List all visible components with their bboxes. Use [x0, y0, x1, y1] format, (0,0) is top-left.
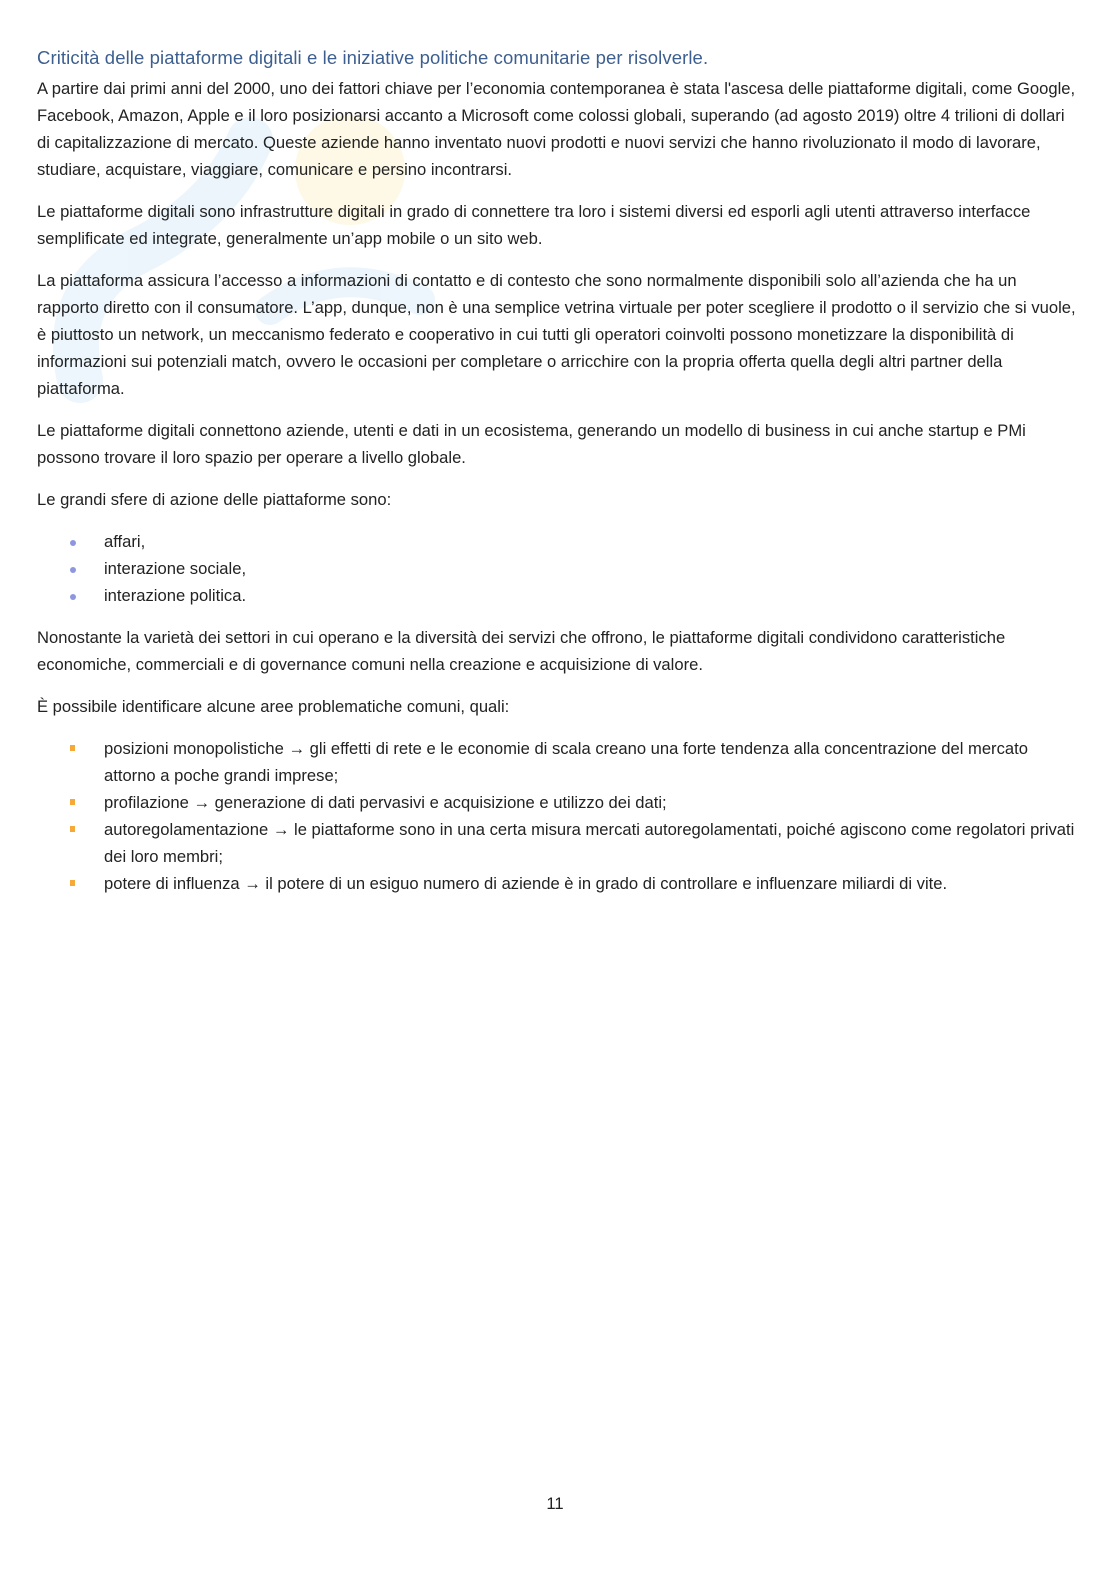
- list-item: [37, 816, 1077, 870]
- list-item: [37, 870, 1077, 897]
- list-item: [37, 555, 1077, 582]
- list-item-text: autoregolamentazione → le piattaforme sono in una certa misura mercati autoregolamentati, poiché agiscono come regolatori privati dei loro membri;: [104, 820, 1075, 866]
- spheres-list: [37, 528, 1077, 609]
- list-item-text: interazione politica.: [104, 586, 247, 605]
- bullet-square-icon: [70, 745, 75, 751]
- list-item-text: affari,: [104, 532, 146, 551]
- paragraph-ecosystem: Le piattaforme digitali connettono aziende, utenti e dati in un ecosistema, generando un modello di business in cui anche startup e PMi possono trovare il loro spazio per operare a livello globale.: [37, 421, 1026, 467]
- list-item: [37, 789, 1077, 816]
- paragraph-issues-intro: È possibile identificare alcune aree problematiche comuni, quali:: [37, 697, 510, 716]
- paragraph-common-features: Nonostante la varietà dei settori in cui operano e la diversità dei servizi che offrono, le piattaforme digitali condividono caratteristiche economiche, commerciali e di governance comuni nella creazione e acquisizione di valore.: [37, 628, 1006, 674]
- list-item: [37, 582, 1077, 609]
- bullet-circle-icon: [70, 540, 76, 546]
- bullet-square-icon: [70, 799, 75, 805]
- bullet-circle-icon: [70, 594, 76, 600]
- issues-list: [37, 735, 1077, 897]
- bullet-square-icon: [70, 826, 75, 832]
- paragraph-access: La piattaforma assicura l’accesso a informazioni di contatto e di contesto che sono normalmente disponibili solo all’azienda che ha un rapporto diretto con il consumatore. L’app, dunque, non è una semplice vetrina virtuale per poter scegliere il prodotto o il servizio che si vuole, è piuttosto un network, un meccanismo federato e cooperativo in cui tutti gli operatori coinvolti possono monetizzare la disponibilità di informazioni sui potenziali match, ovvero le occasioni per completare o arricchire con la propria offerta quella degli altri partner della piattaforma.: [37, 271, 1076, 398]
- list-item-text: profilazione → generazione di dati pervasivi e acquisizione e utilizzo dei dati;: [104, 793, 667, 812]
- page-number: 11: [546, 1494, 564, 1513]
- list-item: [37, 528, 1077, 555]
- paragraph-intro: A partire dai primi anni del 2000, uno dei fattori chiave per l’economia contemporanea è stata l'ascesa delle piattaforme digitali, come Google, Facebook, Amazon, Apple e il loro posizionarsi accanto a Microsoft come colossi globali, superando (ad agosto 2019) oltre 4 trilioni di dollari di capitalizzazione di mercato. Queste aziende hanno inventato nuovi prodotti e nuovi servizi che hanno rivoluzionato il modo di lavorare, studiare, acquistare, viaggiare, comunicare e persino incontrarsi.: [37, 79, 1076, 179]
- list-item-text: posizioni monopolistiche → gli effetti di rete e le economie di scala creano una forte tendenza alla concentrazione del mercato attorno a poche grandi imprese;: [104, 739, 1028, 785]
- document-content: [37, 44, 1077, 912]
- bullet-circle-icon: [70, 567, 76, 573]
- section-heading: Criticità delle piattaforme digitali e le iniziative politiche comunitarie per risolverle.: [37, 47, 709, 68]
- list-item-text: potere di influenza → il potere di un esiguo numero di aziende è in grado di controllare e influenzare miliardi di vite.: [104, 874, 948, 893]
- paragraph-definition: Le piattaforme digitali sono infrastrutture digitali in grado di connettere tra loro i sistemi diversi ed esporli agli utenti attraverso interfacce semplificate ed integrate, generalmente un’app mobile o un sito web.: [37, 202, 1031, 248]
- list-item-text: interazione sociale,: [104, 559, 247, 578]
- paragraph-spheres-intro: Le grandi sfere di azione delle piattaforme sono:: [37, 490, 392, 509]
- list-item: [37, 735, 1077, 789]
- bullet-square-icon: [70, 880, 75, 886]
